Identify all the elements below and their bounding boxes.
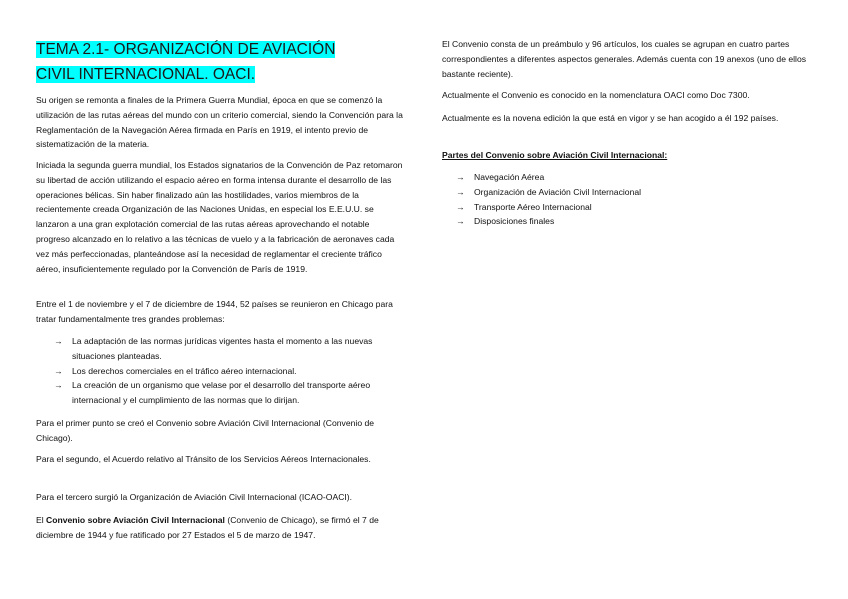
edition-paragraph: Actualmente es la novena edición la que está en vigor y se han acogido a él 192 países. — [442, 113, 779, 123]
list-item: → Los derechos comerciales en el tráfico aéreo internacional. — [54, 364, 402, 379]
origin-paragraph: Su origen se remonta a finales de la Primera Guerra Mundial, época en que se comenzó la utilización de las rutas aéreas del mundo con un criterio comercial, siendo la Convención para la Reglamentación de la Navegación Aérea firmada en París en 1919, el intento previo de sistematización de la materia. — [36, 95, 403, 150]
structure-paragraph: El Convenio consta de un preámbulo y 96 artículos, los cuales se agrupan en cuatro partes correspondientes a diferentes aspectos generales. Además cuenta con 19 anexos (uno de ellos bastante reciente). — [442, 39, 807, 79]
doc-paragraph: Actualmente el Convenio es conocido en la nomenclatura OACI como Doc 7300. — [442, 90, 750, 100]
arrow-right-icon: → — [54, 365, 63, 376]
parts-heading: Partes del Convenio sobre Aviación Civil Internacional: — [442, 150, 668, 160]
arrow-right-icon: → — [456, 186, 465, 197]
page-title: TEMA 2.1- ORGANIZACIÓN DE AVIACIÓN CIVIL INTERNACIONAL. OACI. — [36, 41, 336, 83]
list-item: → Transporte Aéreo Internacional — [456, 200, 796, 215]
convention-signed-paragraph: El Convenio sobre Aviación Civil Internacional (Convenio de Chicago), se firmó el 7 de diciembre de 1944 y fue ratificado por 27 Estados el 5 de marzo de 1947. — [36, 515, 379, 540]
arrow-right-icon: → — [54, 380, 63, 391]
chicago-meeting-paragraph: Entre el 1 de noviembre y el 7 de diciembre de 1944, 52 países se reunieron en Chicago para tratar fundamentalmente tres grandes problemas: — [36, 299, 393, 324]
arrow-right-icon: → — [54, 336, 63, 346]
list-item: → Disposiciones finales — [456, 214, 796, 229]
list-item: → La creación de un organismo que velase por el desarrollo del transporte aéreo internacional y el cumplimiento de las normas que lo dirijan. — [54, 380, 371, 406]
parts-list — [456, 170, 796, 229]
second-point-paragraph: Para el segundo, el Acuerdo relativo al Tránsito de los Servicios Aéreos Internacionales. — [36, 454, 371, 464]
problems-list — [54, 334, 402, 408]
list-item: → Organización de Aviación Civil Internacional — [456, 185, 796, 200]
list-item: → Navegación Aérea — [456, 170, 796, 185]
third-point-paragraph: Para el tercero surgió la Organización de Aviación Civil Internacional (ICAO-OACI). — [36, 492, 353, 502]
arrow-right-icon: → — [456, 172, 465, 182]
list-item: → La adaptación de las normas jurídicas vigentes hasta el momento a las nuevas situaciones planteadas. — [54, 336, 373, 361]
arrow-right-icon: → — [456, 216, 465, 227]
ww2-paragraph: Iniciada la segunda guerra mundial, los Estados signatarios de la Convención de Paz retomaron su libertad de acción utilizando el espacio aéreo en forma intensa durante el desarrollo de las operaciones bélicas. Sin haber finalizado aún las hostilidades, varios miembros de la recientemente creada Organización de las Naciones Unidas, en especial los E.E.U.U. se lanzaron a una gran explotación comercial de las rutas aéreas aprovechando el notable progreso alcanzado en lo relativo a las técnicas de vuelo y a la fabricación de aeronaves cada vez más perfeccionadas, planteándose así la necesidad de reglamentar el creciente tráfico aéreo, insuficientemente regulado por la Convención de París de 1919. — [36, 160, 403, 274]
arrow-right-icon: → — [456, 201, 465, 212]
first-point-paragraph: Para el primer punto se creó el Convenio sobre Aviación Civil Internacional (Convenio de Chicago). — [36, 418, 375, 443]
